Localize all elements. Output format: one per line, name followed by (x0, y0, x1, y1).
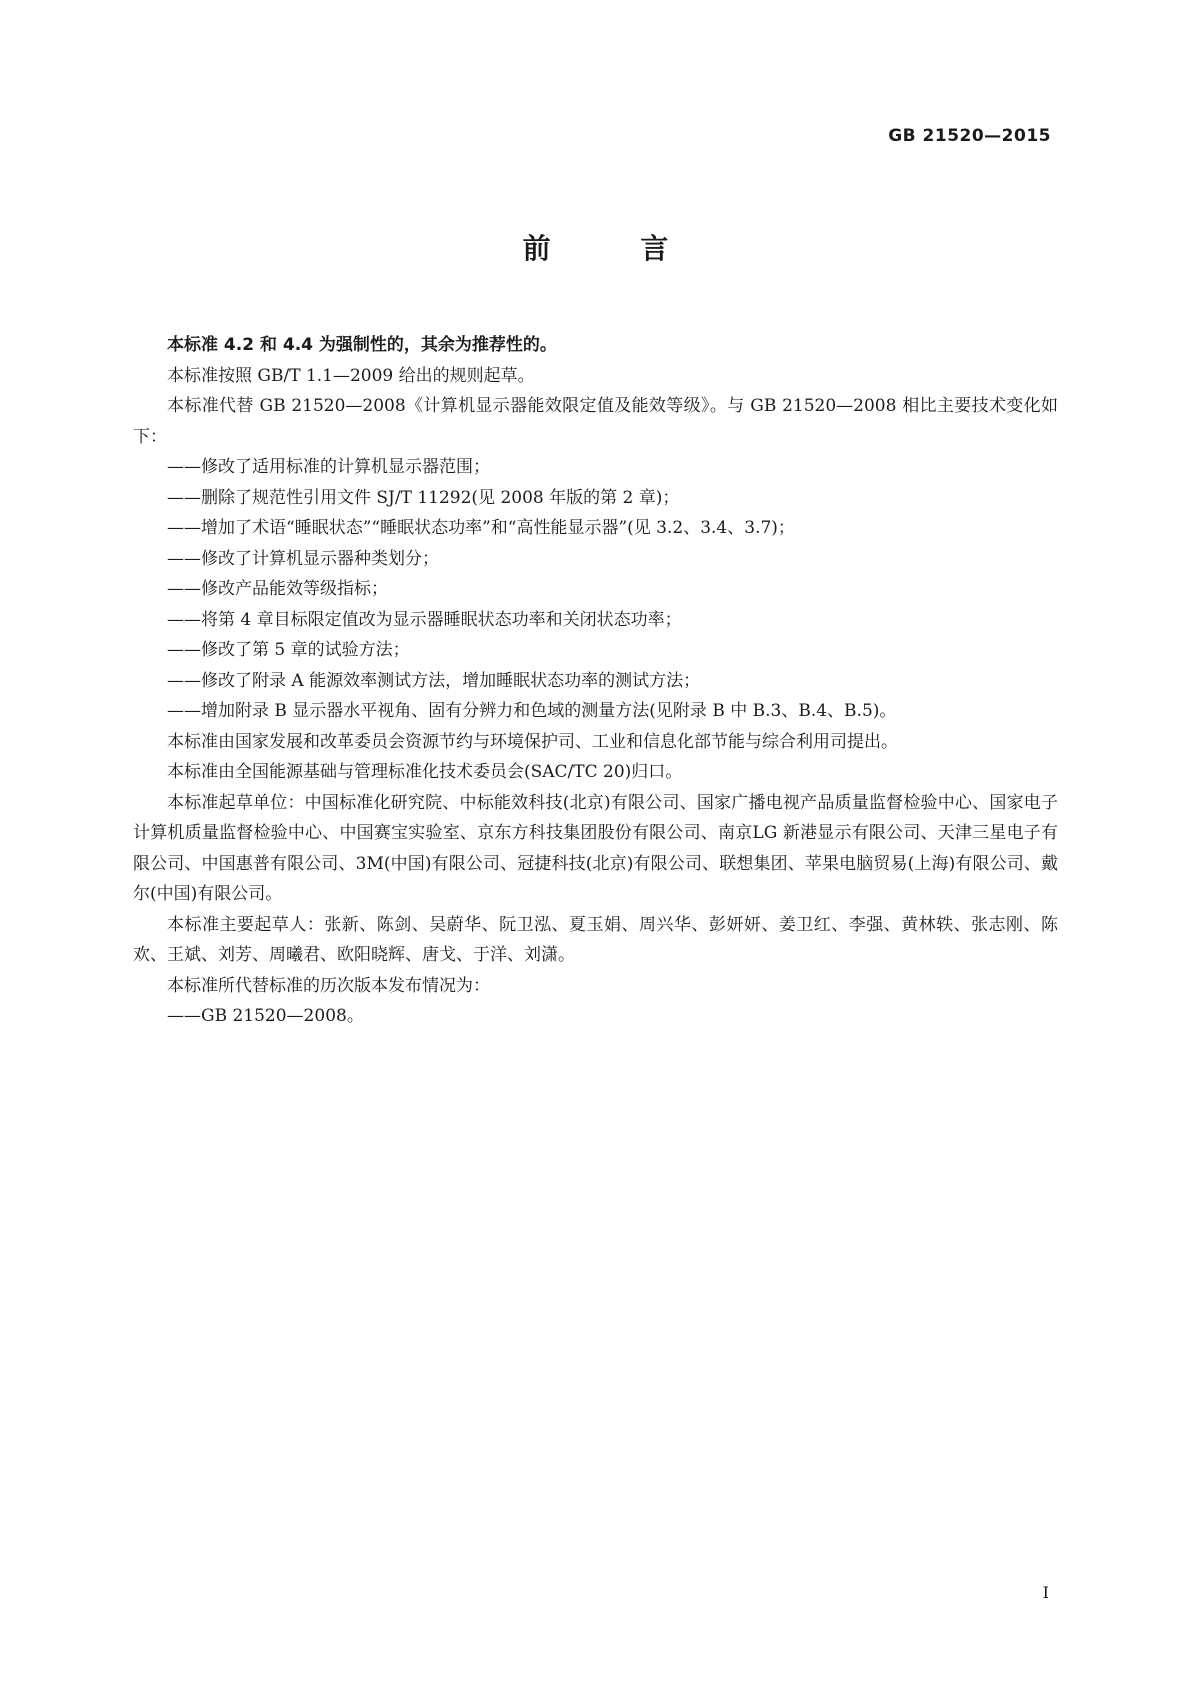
list-item: ——修改了第 5 章的试验方法； (167, 640, 410, 660)
technical-changes-list (133, 452, 1058, 727)
committee-statement: 本标准由全国能源基础与管理标准化技术委员会(SAC/TC 20)归口。 (167, 762, 683, 782)
proposer-statement: 本标准由国家发展和改革委员会资源节约与环境保护司、工业和信息化部节能与综合利用司提出。 (167, 731, 898, 752)
list-item: ——将第 4 章目标限定值改为显示器睡眠状态功率和关闭状态功率； (167, 609, 682, 630)
list-item: ——GB 21520—2008。 (167, 1006, 364, 1026)
replacement-statement: 本标准代替 GB 21520—2008《计算机显示器能效限定值及能效等级》。与 GB 21520—2008 相比主要技术变化如下： (133, 396, 1058, 447)
page-number: I (1042, 1583, 1049, 1602)
mandatory-clause-statement: 本标准 4.2 和 4.4 为强制性的，其余为推荐性的。 (167, 335, 557, 355)
foreword-body (133, 330, 1058, 1032)
standard-code: GB 21520—2015 (888, 126, 1051, 146)
list-item: ——修改了计算机显示器种类划分； (167, 548, 439, 569)
list-item: ——修改了附录 A 能源效率测试方法，增加睡眠状态功率的测试方法； (167, 670, 701, 691)
list-item: ——修改产品能效等级指标； (167, 579, 388, 599)
list-item: ——删除了规范性引用文件 SJ/T 11292(见 2008 年版的第 2 章)； (167, 487, 680, 508)
drafting-units: 本标准起草单位：中国标准化研究院、中标能效科技(北京)有限公司、国家广播电视产品质量监督检验中心、国家电子计算机质量监督检验中心、中国赛宝实验室、京东方科技集团股份有限公司、南京LG 新港显示有限公司、天津三星电子有限公司、中国惠普有限公司、3M(中国)有限公司、冠捷科技(北京)有限公司、联想集团、苹果电脑贸易(上海)有限公司、戴尔(中国)有限公司。 (133, 792, 1058, 904)
page-title: 前 言 (522, 232, 709, 265)
list-item: ——增加了术语“睡眠状态”“睡眠状态功率”和“高性能显示器”(见 3.2、3.4、3.7)； (167, 518, 795, 538)
list-item: ——增加附录 B 显示器水平视角、固有分辨力和色域的测量方法(见附录 B 中 B.3、B.4、B.5)。 (167, 701, 897, 721)
list-item: ——修改了适用标准的计算机显示器范围； (167, 457, 490, 477)
version-history-list (133, 1001, 1058, 1032)
drafting-rules-statement: 本标准按照 GB/T 1.1—2009 给出的规则起草。 (167, 365, 535, 386)
history-intro: 本标准所代替标准的历次版本发布情况为： (167, 975, 490, 996)
drafters: 本标准主要起草人：张新、陈剑、吴蔚华、阮卫泓、夏玉娟、周兴华、彭妍妍、姜卫红、李强、黄林轶、张志刚、陈欢、王斌、刘芳、周曦君、欧阳晓辉、唐戈、于洋、刘潇。 (133, 914, 1058, 965)
